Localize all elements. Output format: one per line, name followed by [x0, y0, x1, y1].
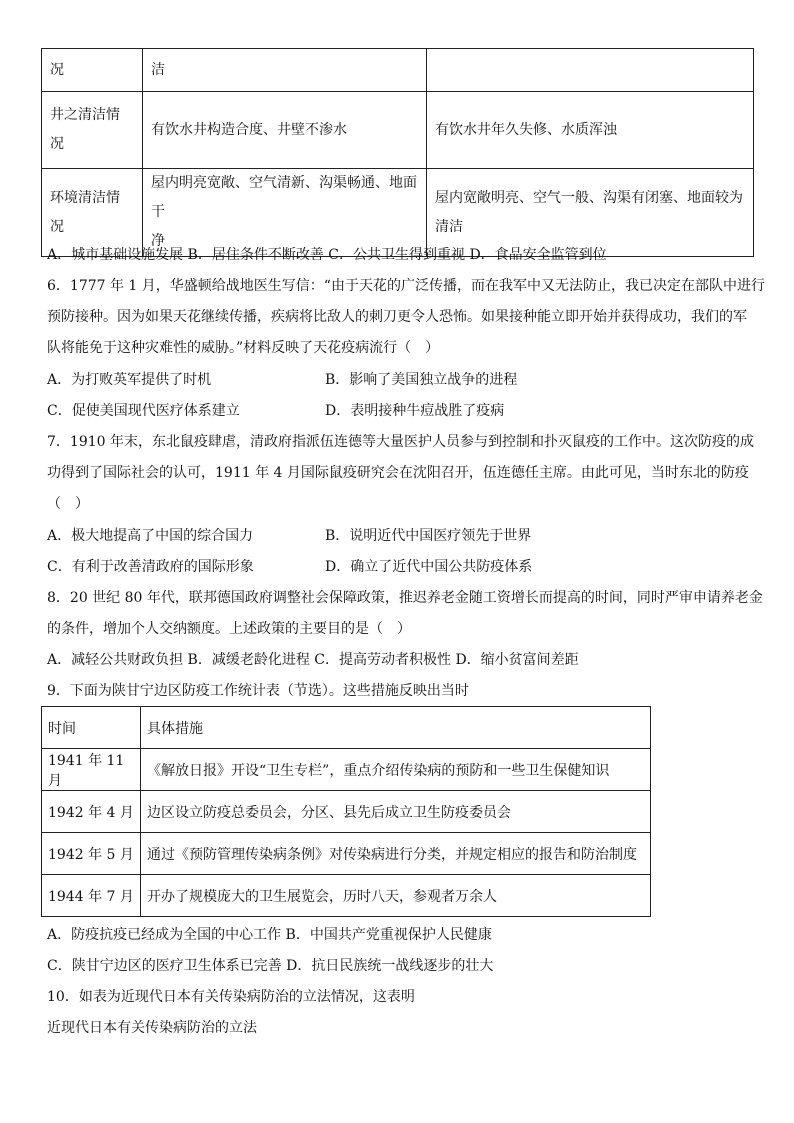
table-row	[42, 791, 651, 833]
table-cell: 开办了规模庞大的卫生展览会，历时八天，参观者万余人	[141, 875, 651, 917]
q6-option-c: C．促使美国现代医疗体系建立	[47, 403, 240, 419]
table-header-row	[42, 707, 651, 749]
table-row	[42, 875, 651, 917]
table-row	[42, 92, 754, 169]
q10-table-caption: 近现代日本有关传染病防治的立法	[47, 1020, 257, 1036]
table-cell: 1944 年 7 月	[42, 875, 141, 917]
table-cell: 况	[42, 49, 143, 92]
table-cell: 洁	[143, 49, 427, 92]
q7-option-a: A．极大地提高了中国的综合国力	[47, 528, 254, 544]
q6-stem-line-3: 队将能免于这种灾难性的威胁。”材料反映了天花疫病流行（ ）	[47, 340, 440, 356]
q5-options: A．城市基础设施发展 B．居住条件不断改善 C．公共卫生得到重视 D．食品安全监管到位	[47, 247, 607, 263]
q6-stem-line-1: 6．1777 年 1 月，华盛顿给战地医生写信：“由于天花的广泛传播，而在我军中又无法防止，我已决定在部队中进行	[47, 278, 765, 294]
column-header: 具体措施	[141, 707, 651, 749]
q6-option-a: A．为打败英军提供了时机	[47, 372, 212, 388]
q6-stem-line-2: 预防接种。因为如果天花继续传播，疾病将比敌人的刺刀更令人恐怖。如果接种能立即开始并获得成功，我们的军	[47, 309, 747, 325]
q10-stem: 10．如表为近现代日本有关传染病防治的立法情况，这表明	[47, 989, 415, 1005]
table-cell: 井之清洁情 况	[42, 92, 143, 169]
q6-option-b: B．影响了美国独立战争的进程	[325, 372, 518, 388]
q7-stem-line-3: （ ）	[47, 496, 89, 512]
hygiene-inspection-table	[41, 48, 754, 257]
q8-stem-line-1: 8．20 世纪 80 年代，联邦德国政府调整社会保障政策，推迟养老金随工资增长而提高的时间，同时严审申请养老金	[47, 590, 763, 606]
q8-stem-line-2: 的条件，增加个人交纳额度。上述政策的主要目的是（ ）	[47, 621, 411, 637]
table-cell: 1941 年 11 月	[42, 749, 141, 791]
column-header: 时间	[42, 707, 141, 749]
table-cell: 有饮水井年久失修、水质浑浊	[427, 92, 754, 169]
table-cell: 1942 年 5 月	[42, 833, 141, 875]
table-cell: 屋内宽敞明亮、空气一般、沟渠有闭塞、地面较为 清洁	[427, 169, 754, 257]
table-cell: 边区设立防疫总委员会，分区、县先后成立卫生防疫委员会	[141, 791, 651, 833]
table-cell	[427, 49, 754, 92]
q9-options-line-1: A．防疫抗疫已经成为全国的中心工作 B．中国共产党重视保护人民健康	[47, 927, 492, 943]
q7-option-d: D．确立了近代中国公共防疫体系	[325, 559, 533, 575]
q9-stem: 9．下面为陕甘宁边区防疫工作统计表（节选）。这些措施反映出当时	[47, 683, 469, 699]
table-row	[42, 749, 651, 791]
q9-options-line-2: C．陕甘宁边区的医疗卫生体系已完善 D．抗日民族统一战线逐步的壮大	[47, 958, 494, 974]
table-cell: 通过《预防管理传染病条例》对传染病进行分类，并规定相应的报告和防治制度	[141, 833, 651, 875]
q7-option-c: C．有利于改善清政府的国际形象	[47, 559, 254, 575]
q8-options: A．减轻公共财政负担 B．减缓老龄化进程 C．提高劳动者积极性 D．缩小贫富间差距	[47, 652, 579, 668]
table-row	[42, 49, 754, 92]
q6-option-d: D．表明接种牛痘战胜了疫病	[325, 403, 505, 419]
q7-stem-line-2: 功得到了国际社会的认可，1911 年 4 月国际鼠疫研究会在沈阳召开，伍连德任主席。由此可见，当时东北的防疫	[47, 465, 749, 481]
q7-option-b: B．说明近代中国医疗领先于世界	[325, 528, 532, 544]
table-cell: 1942 年 4 月	[42, 791, 141, 833]
table-cell: 有饮水井构造合度、井壁不渗水	[143, 92, 427, 169]
table-cell: 环境清洁情 况	[42, 169, 143, 257]
q7-stem-line-1: 7．1910 年末，东北鼠疫肆虐，清政府指派伍连德等大量医护人员参与到控制和扑灭鼠疫的工作中。这次防疫的成	[47, 434, 754, 450]
table-row	[42, 833, 651, 875]
epidemic-prevention-table	[41, 706, 651, 917]
table-cell: 《解放日报》开设“卫生专栏”，重点介绍传染病的预防和一些卫生保健知识	[141, 749, 651, 791]
table-cell: 屋内明亮宽敞、空气清新、沟渠畅通、地面干 净	[143, 169, 427, 257]
table-row	[42, 169, 754, 257]
